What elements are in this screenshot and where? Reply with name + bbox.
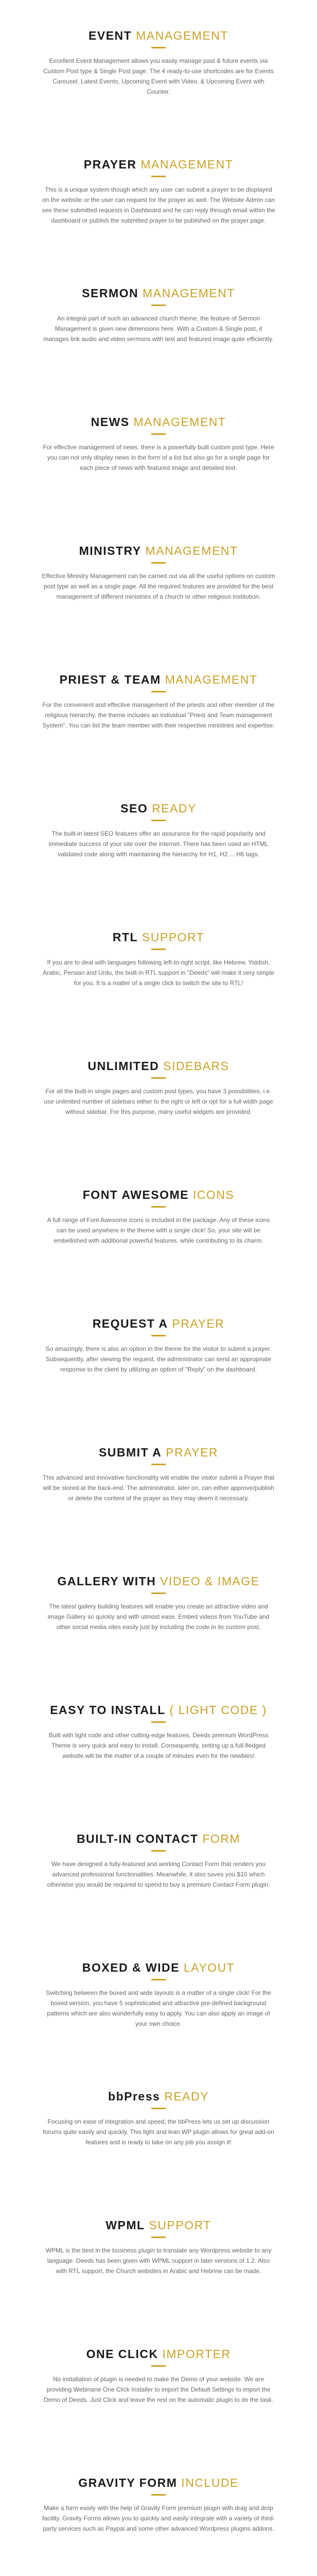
feature-section (0, 1574, 317, 1632)
section-title: SEO READY (120, 802, 197, 815)
gold-divider (151, 562, 166, 564)
gold-divider (151, 47, 166, 48)
section-description: Focusing on ease of integration and speed, the bbPress lets us set up discussion forums quite easily and quickly. This light and lean WP plugin allows for great add-on features and is ready to take on any job you assign it! (43, 2118, 274, 2146)
gold-divider (151, 1979, 166, 1980)
section-description: This advanced and innovative functionality will enable the visitor submit a Prayer that will be stored at the back-end. The administrator, later on, can either approve/publish or delete the content of the prayer as they may deem it necessary. (42, 1474, 275, 1502)
section-description: This is a unique system though which any user can submit a prayer to be displayed on the website or the user can request for the prayer as well. The Website Admin can see these submitted requests in Dashboard and he can reply through email within the dashboard or publish the submitted prayer to be published on the prayer page. (42, 186, 275, 224)
gold-divider (151, 820, 166, 821)
feature-section (0, 1445, 317, 1503)
feature-section (0, 1316, 317, 1375)
section-description: We have designed a fully-featured and working Contact Form that renders you advanced professional functionalities. Meanwhile, it also saves you $10 which otherwise you would be required to spend to buy a premium Contact Form plugin. (47, 1860, 270, 1888)
gold-divider (151, 691, 166, 692)
feature-section (0, 2218, 317, 2276)
feature-section (0, 930, 317, 988)
gold-divider (151, 1335, 166, 1336)
section-title: REQUEST A PRAYER (92, 1317, 225, 1330)
section-description: WPML is the best in the business plugin to translate any Wordpress website to any language. Deeds has been given with WPML support in later versions of 1.2. Also with RTL support, the Church websites in Arabic and Hebrew can be made. (45, 2247, 272, 2275)
section-description: No installation of plugin is needed to make the Demo of your website. We are providing Webinane One Click Installer to import the Default Settings to import the Demo of Deeds. Just Click and leave the rest on the automatic plugin to do the task. (43, 2376, 274, 2403)
section-title: NEWS MANAGEMENT (91, 415, 226, 429)
section-description: So amazingly, there is also an option in the theme for the visitor to submit a prayer. Subsequently, after viewing the request, the administrator can send an appropriate response to the client by utilizing an option of "Reply" on the dashboard. (45, 1345, 272, 1373)
section-description: An integral part of such an advanced church theme, the feature of Sermon Management is given new dimensions here. With a Custom & Single post, it manages link audio and video sermons with text and featured image quite efficiently. (43, 315, 274, 343)
feature-section (0, 157, 317, 226)
gold-divider (151, 2365, 166, 2367)
section-description: Switching between the boxed and wide layouts is a matter of a single click! For the boxed version, you have 5 sophisticated and attractive pre-defined background patterns which are also wonderfully easy to apply. You can also apply an image of your own choice. (46, 1989, 271, 2027)
gold-divider (151, 304, 166, 306)
section-description: Built with light code and other cutting-edge features, Deeds premium WordPress Theme is very quick and easy to install. Consequently, setting up a full-fledged website will be the matter of a couple of minutes even for the newbies! (48, 1732, 269, 1759)
feature-section (0, 28, 317, 97)
section-title: bbPress READY (108, 2090, 209, 2103)
section-title: WPML SUPPORT (105, 2218, 212, 2232)
feature-section (0, 801, 317, 859)
section-description: The latest gallery building features will enable you create an attractive video and image Gallery so quickly and with utmost ease. Embed videos from YouTube and other social media sites easily just by including the code in its custom post. (47, 1603, 270, 1631)
gold-divider (151, 2494, 166, 2496)
gold-divider (151, 1592, 166, 1594)
feature-section (0, 544, 317, 602)
section-title: EASY TO INSTALL ( LIGHT CODE ) (50, 1703, 267, 1717)
section-description: A full range of Font Awesome icons is included in the package. Any of these icons can be used anywhere in the theme with a single click! So, your site will be embellished with additional powerful features, while contributing to its charm. (47, 1216, 270, 1244)
feature-section (0, 1188, 317, 1246)
section-title: PRIEST & TEAM MANAGEMENT (59, 673, 258, 686)
gold-divider (151, 948, 166, 950)
section-description: The built-in latest SEO features offer an assurance for the rapid popularity and immediate success of your site over the internet. There has been used an HTML validated code along with maintaining the hierarchy for H1, H2 ... H6 tags. (48, 830, 269, 858)
feature-section (0, 2089, 317, 2147)
section-description: Make a form easily with the help of Gravity Form premium plugin with drag and drop facility. Gravity Forms allows you to quickly and easily integrate with a variety of third-party services such as Paypal and some other advanced Wordpress plugins addons. (42, 2504, 275, 2532)
feature-section (0, 2347, 317, 2405)
section-description: For the convenient and effective management of the priests and other member of the religious hierarchy, the theme includes an individual "Priest and Team management System". You can list the team member with their respective ministries and expertise. (42, 701, 275, 729)
section-title: UNLIMITED SIDEBARS (87, 1059, 230, 1073)
gold-divider (151, 2236, 166, 2238)
section-title: BUILT-IN CONTACT FORM (76, 1832, 241, 1845)
gold-divider (151, 1206, 166, 1208)
section-title: SERMON MANAGEMENT (82, 286, 235, 300)
gold-divider (151, 1721, 166, 1723)
section-title: SUBMIT A PRAYER (98, 1446, 219, 1459)
section-title: FONT AWESOME ICONS (82, 1188, 235, 1201)
section-title: PRAYER MANAGEMENT (83, 158, 234, 171)
section-title: RTL SUPPORT (112, 930, 205, 944)
gold-divider (151, 1077, 166, 1079)
section-description: Effective Ministry Management can be carried out via all the useful options on custom post type as well as a single page. All the required features are provided for the best management of different ministries of a church or other religious institution. (42, 572, 275, 600)
section-title: GALLERY WITH VIDEO & IMAGE (57, 1574, 260, 1588)
section-description: If you are to deal with languages following left-to-right script, like Hebrew, Yiddish, Arabic, Persian and Urdu, the built-in RTL support in "Deeds" will make it very simple for you. It is a matter of a single click to switch the site to RTL! (42, 959, 275, 987)
feature-section (0, 1832, 317, 1890)
feature-section (0, 1960, 317, 2029)
feature-section (0, 672, 317, 731)
section-description: For all the built-in single pages and custom post types, you have 3 possibilities, i.e. use unlimited number of sidebars either to the right or left or opt for a full width page without sidebar. For this purpose, many useful widgets are provided. (44, 1088, 273, 1115)
section-title: EVENT MANAGEMENT (89, 29, 228, 42)
section-title: MINISTRY MANAGEMENT (79, 544, 238, 557)
section-description: Excellent Event Management allows you easily manage past & future events via Custom Post type & Single Post page. The 4 ready-to-use shortcodes are for Events Carousel, Latest Events, Upcoming Event with Video, & Upcoming Event with Counter. (43, 57, 274, 95)
gold-divider (151, 2108, 166, 2109)
gold-divider (151, 1464, 166, 1465)
feature-section (0, 1059, 317, 1117)
gold-divider (151, 176, 166, 177)
section-description: For effective management of news, there is a powerfully built custom post type. Here you can not only display news in the form of a list but also go for a single page for each piece of news with featured image and detailed text. (43, 444, 274, 471)
section-title: BOXED & WIDE LAYOUT (82, 1961, 235, 1974)
feature-section (0, 415, 317, 473)
gold-divider (151, 433, 166, 435)
feature-section (0, 286, 317, 344)
feature-section (0, 1703, 317, 1761)
section-title: ONE CLICK IMPORTER (86, 2347, 231, 2361)
gold-divider (151, 1850, 166, 1852)
section-title: GRAVITY FORM INCLUDE (78, 2476, 239, 2489)
feature-section (0, 2476, 317, 2534)
